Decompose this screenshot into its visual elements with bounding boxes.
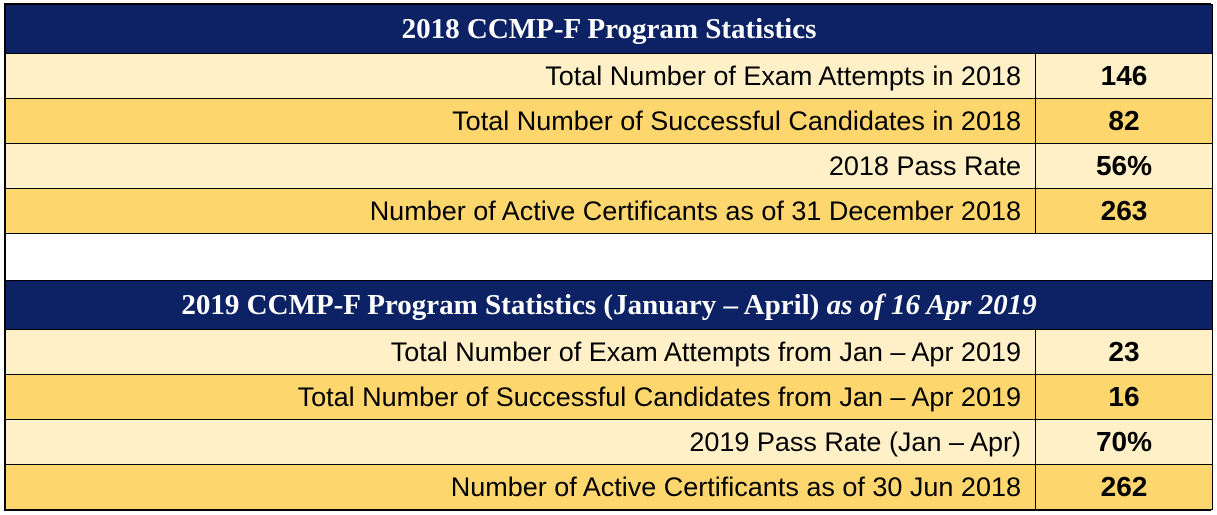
table-row xyxy=(6,465,1213,510)
table-2019-title-date: as of 16 Apr 2019 xyxy=(826,289,1037,321)
stat-label: Number of Active Certificants as of 31 December 2018 xyxy=(6,189,1036,234)
stat-value: 263 xyxy=(1036,189,1213,234)
section-spacer xyxy=(6,234,1213,281)
table-2019-header xyxy=(6,281,1213,330)
stat-label: 2018 Pass Rate xyxy=(6,144,1036,189)
table-row xyxy=(6,54,1213,99)
stat-label: Total Number of Successful Candidates from Jan – Apr 2019 xyxy=(6,375,1036,420)
statistics-table xyxy=(5,4,1213,510)
table-row xyxy=(6,375,1213,420)
table-row xyxy=(6,99,1213,144)
table-row xyxy=(6,144,1213,189)
stat-value: 146 xyxy=(1036,54,1213,99)
table-row xyxy=(6,330,1213,375)
stat-value: 23 xyxy=(1036,330,1213,375)
statistics-sheet xyxy=(4,3,1211,511)
table-row xyxy=(6,189,1213,234)
spacer-cell xyxy=(6,234,1213,281)
stat-label: 2019 Pass Rate (Jan – Apr) xyxy=(6,420,1036,465)
table-row xyxy=(6,420,1213,465)
stat-value: 262 xyxy=(1036,465,1213,510)
stat-label: Total Number of Successful Candidates in 2018 xyxy=(6,99,1036,144)
stat-value: 16 xyxy=(1036,375,1213,420)
stat-label: Total Number of Exam Attempts from Jan – Apr 2019 xyxy=(6,330,1036,375)
stat-value: 56% xyxy=(1036,144,1213,189)
stat-value: 70% xyxy=(1036,420,1213,465)
stat-value: 82 xyxy=(1036,99,1213,144)
table-2019-title-cell xyxy=(6,281,1213,330)
stat-label: Number of Active Certificants as of 30 Jun 2018 xyxy=(6,465,1036,510)
table-2019-title: 2019 CCMP-F Program Statistics (January – April) xyxy=(181,289,820,321)
table-2018-header xyxy=(6,5,1213,54)
table-2018-title: 2018 CCMP-F Program Statistics xyxy=(6,5,1213,54)
stat-label: Total Number of Exam Attempts in 2018 xyxy=(6,54,1036,99)
